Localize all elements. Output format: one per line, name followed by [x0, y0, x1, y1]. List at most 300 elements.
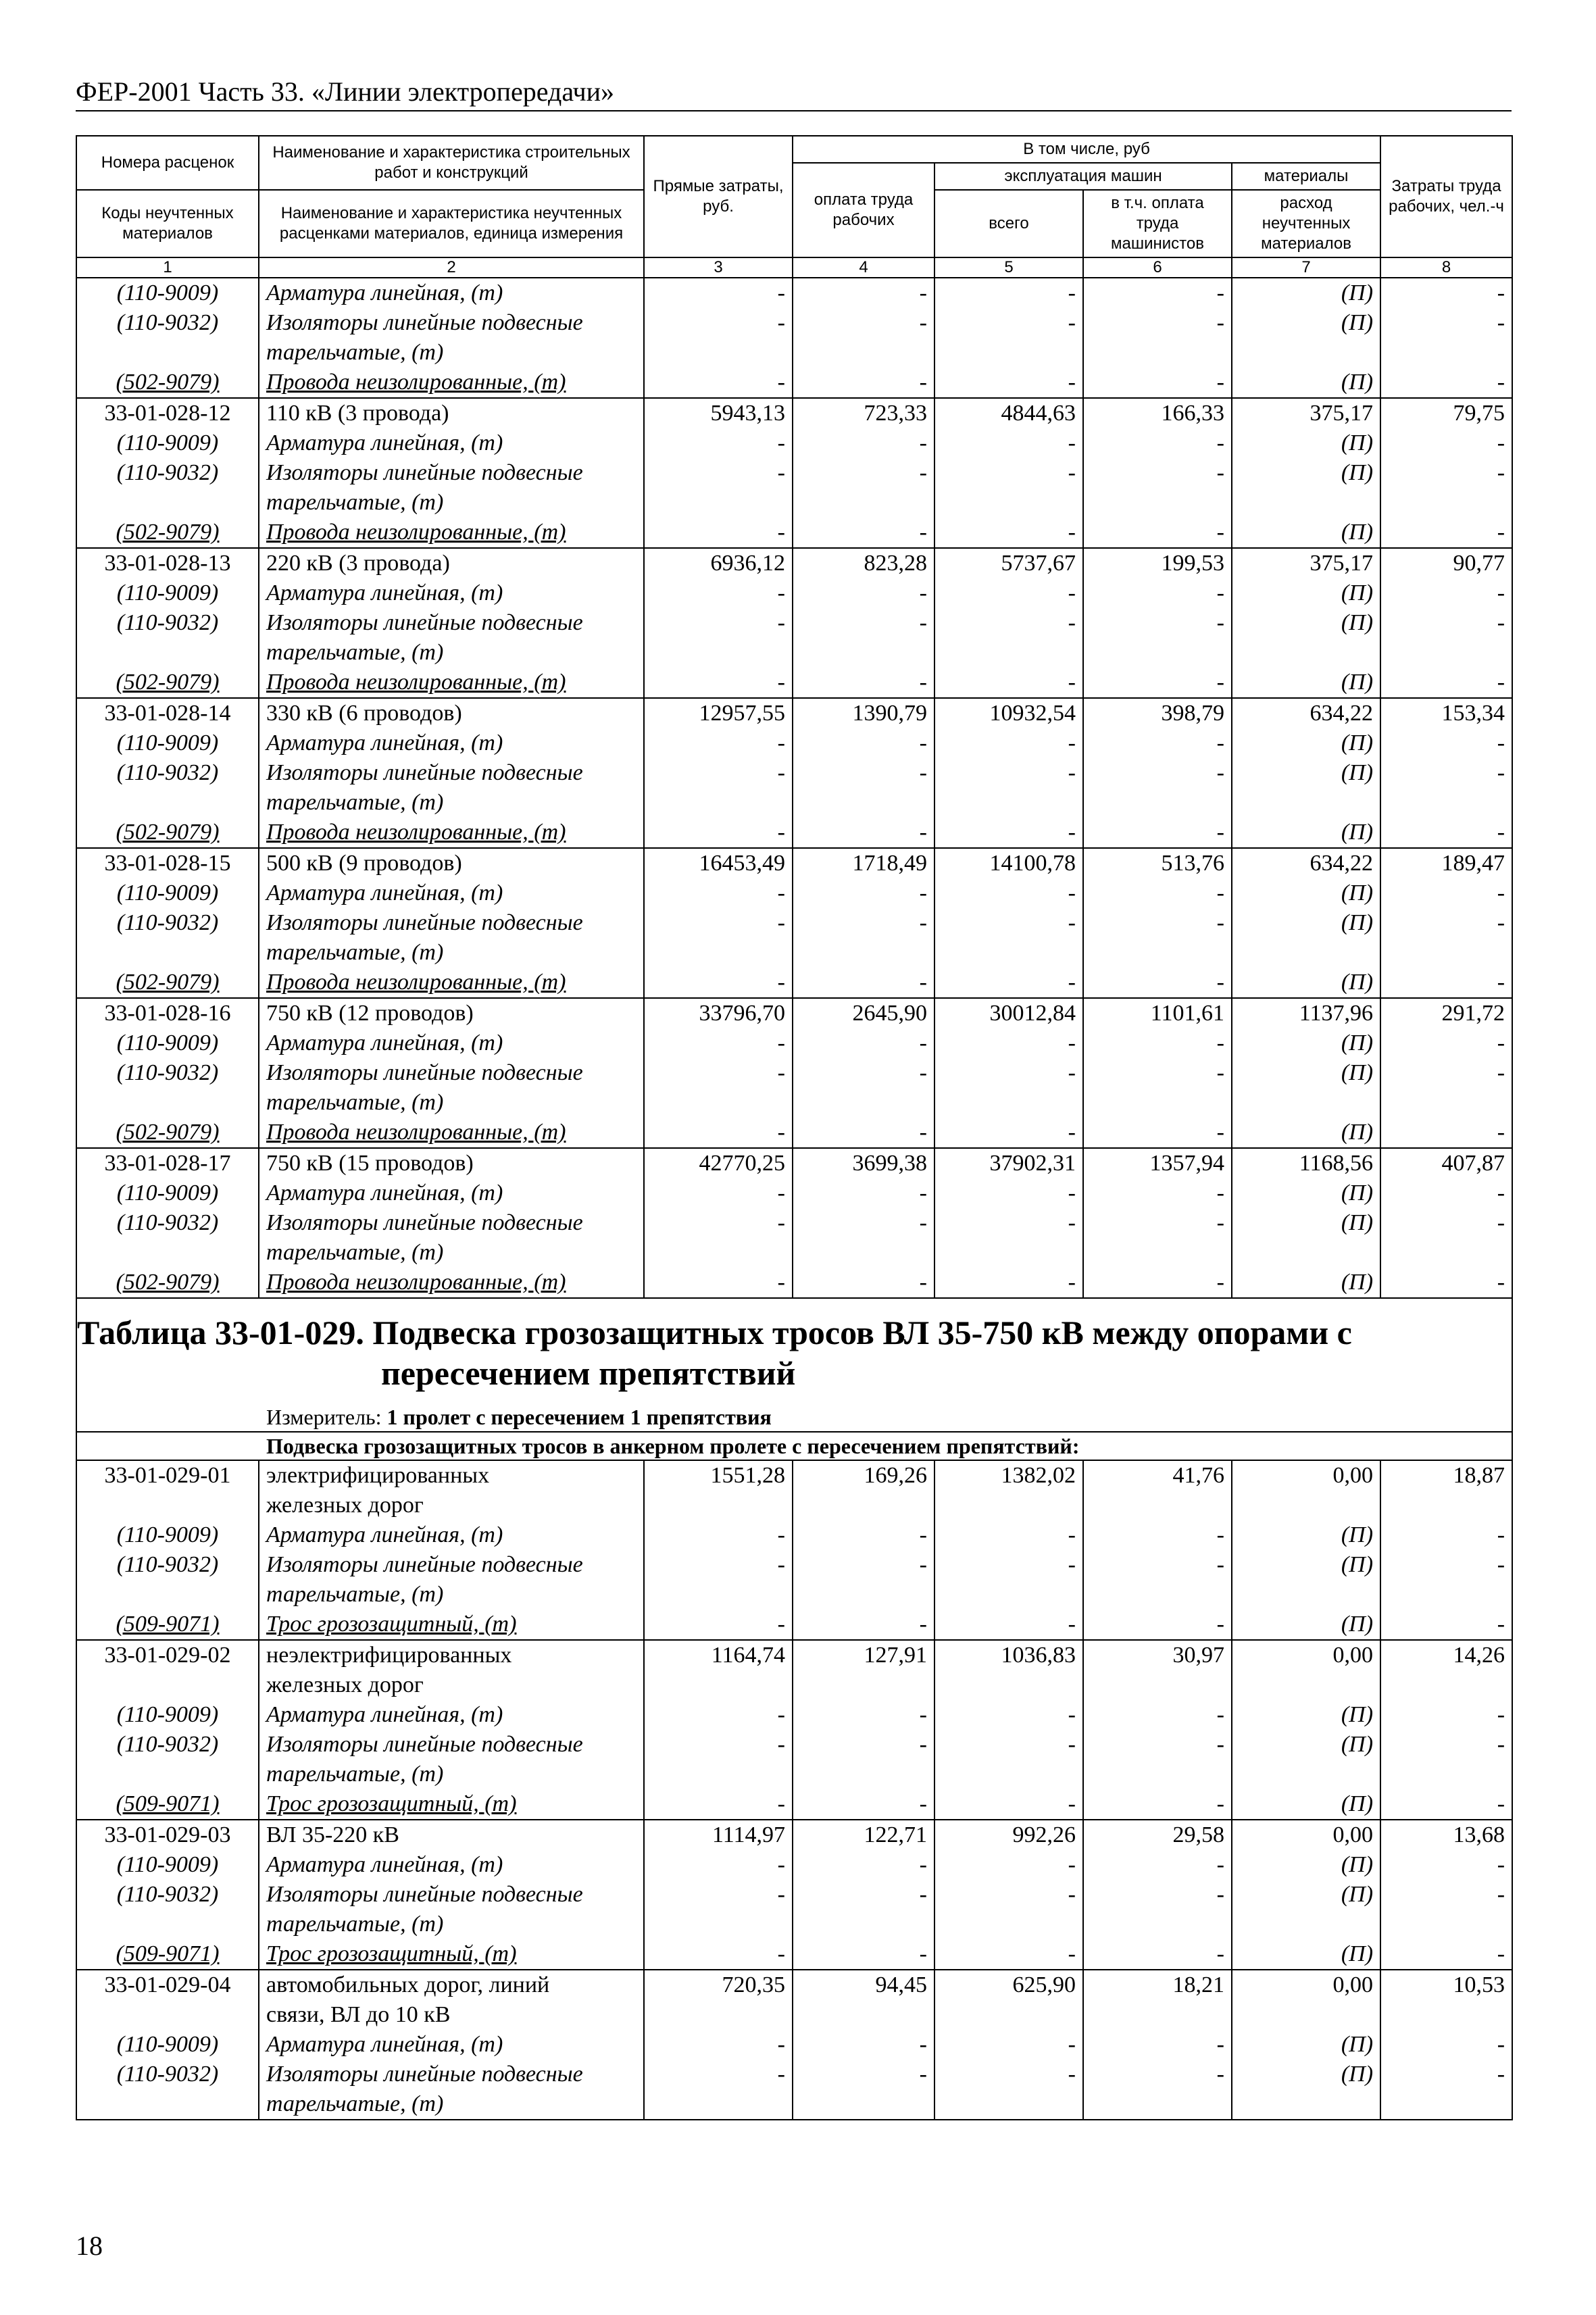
empty-cell — [644, 1491, 793, 1520]
table-row — [76, 1520, 1512, 1550]
dash-value: - — [793, 1789, 934, 1820]
table-row — [76, 548, 1512, 578]
material-mark: (П) — [1232, 368, 1380, 398]
col-num: 6 — [1083, 257, 1232, 278]
empty-cell — [644, 1580, 793, 1610]
machines-pay: 1101,61 — [1083, 998, 1232, 1028]
material-code: (110-9032) — [76, 2060, 259, 2089]
empty-cell — [1380, 638, 1512, 668]
dash-value: - — [644, 1880, 793, 1910]
materials-cost: 1137,96 — [1232, 998, 1380, 1028]
material-code: (110-9009) — [76, 578, 259, 608]
material-mark: (П) — [1232, 1550, 1380, 1580]
rate-name: 330 кВ (6 проводов) — [259, 698, 644, 728]
materials-cost: 0,00 — [1232, 1640, 1380, 1670]
material-name: Арматура линейная, (т) — [259, 578, 644, 608]
rate-code: 33-01-028-12 — [76, 398, 259, 428]
table-row — [76, 1058, 1512, 1088]
material-mark: (П) — [1232, 668, 1380, 698]
rate-name: 500 кВ (9 проводов) — [259, 848, 644, 878]
empty-cell — [76, 938, 259, 968]
material-code: (509-9071) — [76, 1789, 259, 1820]
empty-cell — [76, 1491, 259, 1520]
material-code: (110-9032) — [76, 908, 259, 938]
material-mark: (П) — [1232, 1789, 1380, 1820]
rate-code: 33-01-028-17 — [76, 1148, 259, 1178]
dash-value: - — [934, 1700, 1083, 1730]
material-code: (502-9079) — [76, 818, 259, 848]
dash-value: - — [644, 1789, 793, 1820]
rate-name-cont: железных дорог — [259, 1491, 644, 1520]
material-code: (502-9079) — [76, 968, 259, 998]
empty-cell — [1380, 488, 1512, 518]
dash-value: - — [1083, 1610, 1232, 1640]
machines-total: 30012,84 — [934, 998, 1083, 1028]
labor-hours: 10,53 — [1380, 1970, 1512, 2000]
empty-cell — [644, 1760, 793, 1789]
col-num: 5 — [934, 257, 1083, 278]
dash-value: - — [793, 458, 934, 488]
empty-cell — [644, 2089, 793, 2120]
material-mark: (П) — [1232, 428, 1380, 458]
dash-value: - — [644, 1028, 793, 1058]
table-row — [76, 1208, 1512, 1238]
col-head-incl: В том числе, руб — [793, 136, 1380, 163]
table-row — [76, 638, 1512, 668]
dash-value: - — [934, 368, 1083, 398]
empty-cell — [1380, 1088, 1512, 1118]
dash-value: - — [644, 518, 793, 548]
material-mark: (П) — [1232, 1730, 1380, 1760]
dash-value: - — [793, 908, 934, 938]
dash-value: - — [644, 668, 793, 698]
table-row — [76, 698, 1512, 728]
dash-value: - — [934, 308, 1083, 338]
direct-cost: 6936,12 — [644, 548, 793, 578]
machines-pay: 1357,94 — [1083, 1148, 1232, 1178]
dash-value: - — [644, 1550, 793, 1580]
labor-pay: 1390,79 — [793, 698, 934, 728]
dash-value: - — [934, 1880, 1083, 1910]
dash-value: - — [793, 1939, 934, 1970]
material-code: (110-9009) — [76, 2030, 259, 2060]
dash-value: - — [793, 878, 934, 908]
dash-value: - — [934, 2060, 1083, 2089]
material-mark: (П) — [1232, 1880, 1380, 1910]
material-name-cont: тарельчатые, (т) — [259, 1580, 644, 1610]
table-row — [76, 488, 1512, 518]
dash-value: - — [644, 458, 793, 488]
material-mark: (П) — [1232, 968, 1380, 998]
table-row — [76, 578, 1512, 608]
empty-cell — [934, 488, 1083, 518]
empty-cell — [644, 1910, 793, 1939]
table-row — [76, 1789, 1512, 1820]
material-mark: (П) — [1232, 1208, 1380, 1238]
machines-pay: 18,21 — [1083, 1970, 1232, 2000]
table-row — [76, 788, 1512, 818]
material-mark: (П) — [1232, 1058, 1380, 1088]
dash-value: - — [1380, 2030, 1512, 2060]
material-name: Изоляторы линейные подвесные — [259, 1730, 644, 1760]
rate-name-cont: связи, ВЛ до 10 кВ — [259, 2000, 644, 2030]
dash-value: - — [793, 1550, 934, 1580]
material-name: Арматура линейная, (т) — [259, 878, 644, 908]
dash-value: - — [934, 1520, 1083, 1550]
direct-cost: 1114,97 — [644, 1820, 793, 1850]
material-code: (110-9009) — [76, 728, 259, 758]
empty-cell — [793, 2000, 934, 2030]
direct-cost: 33796,70 — [644, 998, 793, 1028]
dash-value: - — [1083, 728, 1232, 758]
dash-value: - — [1083, 1058, 1232, 1088]
empty-cell — [1232, 2089, 1380, 2120]
labor-hours: 14,26 — [1380, 1640, 1512, 1670]
dash-value: - — [934, 1118, 1083, 1148]
dash-value: - — [1380, 908, 1512, 938]
material-name: Изоляторы линейные подвесные — [259, 758, 644, 788]
rate-name: 220 кВ (3 провода) — [259, 548, 644, 578]
dash-value: - — [1380, 1058, 1512, 1088]
empty-cell — [1380, 1910, 1512, 1939]
dash-value: - — [793, 2030, 934, 2060]
dash-value: - — [934, 578, 1083, 608]
material-code: (502-9079) — [76, 1268, 259, 1298]
materials-cost: 0,00 — [1232, 1820, 1380, 1850]
machines-total: 625,90 — [934, 1970, 1083, 2000]
material-name: Арматура линейная, (т) — [259, 278, 644, 308]
materials-cost: 634,22 — [1232, 698, 1380, 728]
empty-cell — [644, 1670, 793, 1700]
dash-value: - — [644, 908, 793, 938]
table-row — [76, 1268, 1512, 1298]
dash-value: - — [934, 458, 1083, 488]
table-row — [76, 458, 1512, 488]
dash-value: - — [644, 578, 793, 608]
col-head-machines-pay: в т.ч. оплата труда машинистов — [1083, 190, 1232, 257]
rate-code: 33-01-028-16 — [76, 998, 259, 1028]
dash-value: - — [1380, 1208, 1512, 1238]
dash-value: - — [1380, 608, 1512, 638]
table-row — [76, 518, 1512, 548]
dash-value: - — [934, 1789, 1083, 1820]
empty-cell — [1232, 1491, 1380, 1520]
col-num: 2 — [259, 257, 644, 278]
dash-value: - — [793, 1028, 934, 1058]
dash-value: - — [793, 728, 934, 758]
material-code: (110-9009) — [76, 1520, 259, 1550]
direct-cost: 1551,28 — [644, 1460, 793, 1491]
dash-value: - — [934, 1028, 1083, 1058]
table-row — [76, 1970, 1512, 2000]
table-row — [76, 1850, 1512, 1880]
material-name: Провода неизолированные, (т) — [259, 968, 644, 998]
empty-cell — [1083, 788, 1232, 818]
material-mark: (П) — [1232, 1850, 1380, 1880]
dash-value: - — [644, 1520, 793, 1550]
dash-value: - — [644, 1610, 793, 1640]
rate-name: неэлектрифицированных — [259, 1640, 644, 1670]
dash-value: - — [644, 1058, 793, 1088]
table-row — [76, 308, 1512, 338]
table-row — [76, 2060, 1512, 2089]
table-row — [76, 758, 1512, 788]
material-name: Арматура линейная, (т) — [259, 728, 644, 758]
dash-value: - — [1083, 1730, 1232, 1760]
col-num: 7 — [1232, 257, 1380, 278]
labor-pay: 823,28 — [793, 548, 934, 578]
material-name: Арматура линейная, (т) — [259, 1520, 644, 1550]
empty-cell — [793, 788, 934, 818]
machines-pay: 166,33 — [1083, 398, 1232, 428]
dash-value: - — [793, 1700, 934, 1730]
dash-value: - — [1380, 368, 1512, 398]
dash-value: - — [1083, 1268, 1232, 1298]
material-name-cont: тарельчатые, (т) — [259, 1760, 644, 1789]
material-mark: (П) — [1232, 278, 1380, 308]
dash-value: - — [1380, 428, 1512, 458]
rate-code: 33-01-029-01 — [76, 1460, 259, 1491]
material-code: (110-9009) — [76, 428, 259, 458]
rate-code: 33-01-028-13 — [76, 548, 259, 578]
col-head-machines: эксплуатация машин — [934, 163, 1232, 190]
table-029-title-cell — [76, 1298, 1512, 1432]
empty-cell — [793, 488, 934, 518]
materials-cost: 1168,56 — [1232, 1148, 1380, 1178]
dash-value: - — [1380, 878, 1512, 908]
table-row — [76, 1028, 1512, 1058]
empty-cell — [1380, 2000, 1512, 2030]
dash-value: - — [1380, 758, 1512, 788]
dash-value: - — [1380, 1939, 1512, 1970]
dash-value: - — [1083, 818, 1232, 848]
dash-value: - — [793, 308, 934, 338]
rate-code: 33-01-029-03 — [76, 1820, 259, 1850]
material-name: Изоляторы линейные подвесные — [259, 908, 644, 938]
material-name: Изоляторы линейные подвесные — [259, 608, 644, 638]
col-head-machines-total: всего — [934, 190, 1083, 257]
dash-value: - — [934, 908, 1083, 938]
dash-value: - — [934, 1939, 1083, 1970]
material-mark: (П) — [1232, 1028, 1380, 1058]
materials-cost: 634,22 — [1232, 848, 1380, 878]
machines-pay: 41,76 — [1083, 1460, 1232, 1491]
dash-value: - — [934, 1550, 1083, 1580]
labor-hours: 90,77 — [1380, 548, 1512, 578]
material-code: (110-9032) — [76, 1550, 259, 1580]
material-name-cont: тарельчатые, (т) — [259, 1910, 644, 1939]
material-code: (110-9032) — [76, 1880, 259, 1910]
material-code: (509-9071) — [76, 1939, 259, 1970]
empty-cell — [76, 2089, 259, 2120]
dash-value: - — [1083, 608, 1232, 638]
material-mark: (П) — [1232, 818, 1380, 848]
dash-value: - — [1083, 368, 1232, 398]
dash-value: - — [1380, 1118, 1512, 1148]
dash-value: - — [793, 758, 934, 788]
dash-value: - — [934, 608, 1083, 638]
measure-label: Измеритель: — [266, 1405, 382, 1429]
dash-value: - — [1380, 728, 1512, 758]
labor-hours: 407,87 — [1380, 1148, 1512, 1178]
material-mark: (П) — [1232, 2060, 1380, 2089]
empty-cell — [793, 338, 934, 368]
dash-value: - — [1083, 1939, 1232, 1970]
empty-cell — [1380, 1760, 1512, 1789]
machines-total: 37902,31 — [934, 1148, 1083, 1178]
dash-value: - — [1083, 668, 1232, 698]
header-rule — [76, 110, 1512, 111]
dash-value: - — [793, 968, 934, 998]
dash-value: - — [1380, 668, 1512, 698]
material-mark: (П) — [1232, 308, 1380, 338]
empty-cell — [1083, 488, 1232, 518]
dash-value: - — [934, 518, 1083, 548]
rate-name: 750 кВ (12 проводов) — [259, 998, 644, 1028]
dash-value: - — [644, 1208, 793, 1238]
dash-value: - — [1380, 1178, 1512, 1208]
empty-cell — [934, 638, 1083, 668]
empty-cell — [1232, 938, 1380, 968]
col-head-name-top: Наименование и характеристика строительных работ и конструкций — [259, 136, 644, 190]
empty-cell — [1232, 1580, 1380, 1610]
empty-cell — [1083, 1670, 1232, 1700]
dash-value: - — [644, 818, 793, 848]
dash-value: - — [793, 578, 934, 608]
table-029-subheading: Подвеска грозозащитных тросов в анкерном пролете с пересечением препятствий: — [76, 1432, 1512, 1460]
table-row — [76, 728, 1512, 758]
direct-cost: 720,35 — [644, 1970, 793, 2000]
table-row — [76, 1820, 1512, 1850]
empty-cell — [1083, 638, 1232, 668]
machines-total: 14100,78 — [934, 848, 1083, 878]
col-head-labor-hours: Затраты труда рабочих, чел.-ч — [1380, 136, 1512, 257]
material-name: Провода неизолированные, (т) — [259, 668, 644, 698]
dash-value: - — [1083, 2060, 1232, 2089]
table-row — [76, 1880, 1512, 1910]
dash-value: - — [793, 668, 934, 698]
dash-value: - — [1083, 428, 1232, 458]
rate-name: автомобильных дорог, линий — [259, 1970, 644, 2000]
empty-cell — [793, 1238, 934, 1268]
empty-cell — [1232, 2000, 1380, 2030]
material-mark: (П) — [1232, 1520, 1380, 1550]
material-name: Изоляторы линейные подвесные — [259, 458, 644, 488]
machines-total: 10932,54 — [934, 698, 1083, 728]
dash-value: - — [793, 1118, 934, 1148]
empty-cell — [1232, 1910, 1380, 1939]
dash-value: - — [934, 278, 1083, 308]
labor-pay: 2645,90 — [793, 998, 934, 1028]
empty-cell — [1083, 1238, 1232, 1268]
table-row — [76, 1730, 1512, 1760]
dash-value: - — [1083, 518, 1232, 548]
materials-cost: 0,00 — [1232, 1460, 1380, 1491]
material-name: Трос грозозащитный, (т) — [259, 1939, 644, 1970]
dash-value: - — [934, 1850, 1083, 1880]
machines-pay: 398,79 — [1083, 698, 1232, 728]
empty-cell — [644, 938, 793, 968]
dash-value: - — [1083, 1118, 1232, 1148]
material-code: (110-9032) — [76, 308, 259, 338]
dash-value: - — [1380, 1268, 1512, 1298]
table-row — [76, 1760, 1512, 1789]
dash-value: - — [1083, 758, 1232, 788]
material-code: (502-9079) — [76, 1118, 259, 1148]
dash-value: - — [793, 1178, 934, 1208]
table-row — [76, 338, 1512, 368]
material-name-cont: тарельчатые, (т) — [259, 1088, 644, 1118]
dash-value: - — [1380, 1520, 1512, 1550]
empty-cell — [76, 788, 259, 818]
empty-cell — [76, 1760, 259, 1789]
rate-name: ВЛ 35-220 кВ — [259, 1820, 644, 1850]
col-head-materials: материалы — [1232, 163, 1380, 190]
machines-total: 1382,02 — [934, 1460, 1083, 1491]
dash-value: - — [793, 2060, 934, 2089]
table-row — [76, 2030, 1512, 2060]
page-number: 18 — [76, 2231, 103, 2261]
material-code: (110-9009) — [76, 278, 259, 308]
material-code: (502-9079) — [76, 668, 259, 698]
rate-code: 33-01-028-14 — [76, 698, 259, 728]
empty-cell — [934, 1910, 1083, 1939]
dash-value: - — [1083, 878, 1232, 908]
empty-cell — [1083, 1910, 1232, 1939]
dash-value: - — [644, 1700, 793, 1730]
empty-cell — [1380, 938, 1512, 968]
dash-value: - — [644, 878, 793, 908]
dash-value: - — [1083, 1208, 1232, 1238]
col-head-materials-use: расход неучтенных материалов — [1232, 190, 1380, 257]
table-029-measure — [77, 1403, 1512, 1431]
empty-cell — [793, 1760, 934, 1789]
empty-cell — [644, 488, 793, 518]
labor-hours: 13,68 — [1380, 1820, 1512, 1850]
table-row — [76, 1148, 1512, 1178]
dash-value: - — [793, 1058, 934, 1088]
dash-value: - — [1380, 518, 1512, 548]
material-code: (502-9079) — [76, 518, 259, 548]
material-mark: (П) — [1232, 578, 1380, 608]
material-mark: (П) — [1232, 1610, 1380, 1640]
machines-pay: 30,97 — [1083, 1640, 1232, 1670]
dash-value: - — [793, 1730, 934, 1760]
price-table — [76, 135, 1513, 2120]
dash-value: - — [1380, 1880, 1512, 1910]
material-mark: (П) — [1232, 1268, 1380, 1298]
labor-pay: 723,33 — [793, 398, 934, 428]
dash-value: - — [1380, 578, 1512, 608]
empty-cell — [76, 1238, 259, 1268]
materials-cost: 0,00 — [1232, 1970, 1380, 2000]
table-row — [76, 1580, 1512, 1610]
dash-value: - — [934, 1058, 1083, 1088]
rate-name: 750 кВ (15 проводов) — [259, 1148, 644, 1178]
empty-cell — [934, 2089, 1083, 2120]
dash-value: - — [1083, 1178, 1232, 1208]
table-row — [76, 908, 1512, 938]
dash-value: - — [644, 968, 793, 998]
material-code: (509-9071) — [76, 1610, 259, 1640]
empty-cell — [934, 1238, 1083, 1268]
empty-cell — [1232, 1670, 1380, 1700]
empty-cell — [644, 788, 793, 818]
machines-pay: 513,76 — [1083, 848, 1232, 878]
dash-value: - — [793, 1880, 934, 1910]
dash-value: - — [1380, 458, 1512, 488]
material-name: Трос грозозащитный, (т) — [259, 1789, 644, 1820]
